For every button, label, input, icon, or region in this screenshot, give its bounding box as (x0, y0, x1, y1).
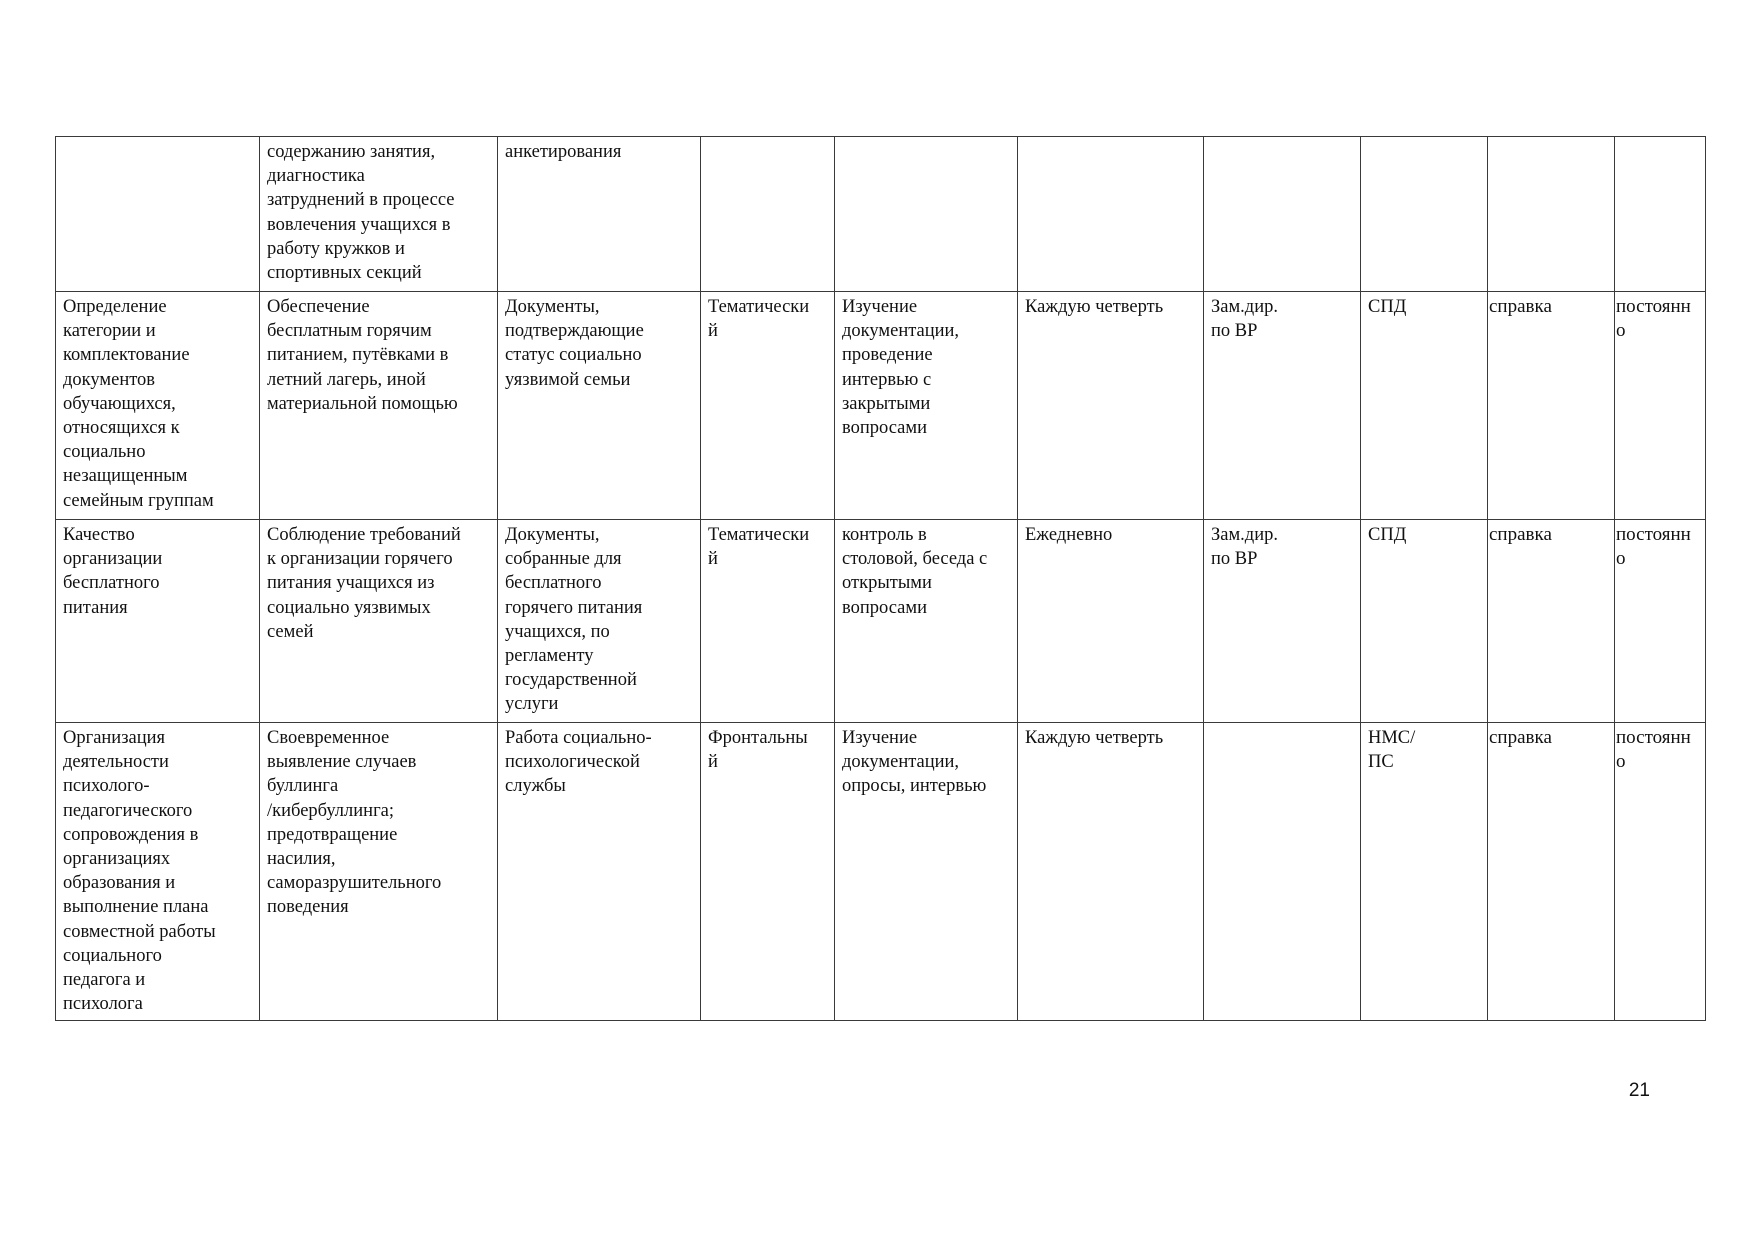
table-cell-frequency: постоянн о (1615, 723, 1706, 1021)
table-cell-frequency: постоянн о (1615, 520, 1706, 723)
table-row (56, 723, 1706, 1021)
page-number: 21 (1628, 1080, 1650, 1101)
table-cell-type (701, 137, 835, 292)
table-cell-goal: Обеспечение бесплатным горячим питанием, путёвками в летний лагерь, иной материальной помощью (260, 292, 498, 520)
table-cell-object: анкетирования (498, 137, 701, 292)
table-cell-review-place (1361, 137, 1488, 292)
table-cell-frequency (1615, 137, 1706, 292)
table-row (56, 137, 1706, 292)
table-cell-object: Документы, подтверждающие статус социально уязвимой семьи (498, 292, 701, 520)
table-cell-review-place: СПД (1361, 292, 1488, 520)
table-cell-period: Каждую четверть (1018, 292, 1204, 520)
table-cell-review-place: НМС/ ПС (1361, 723, 1488, 1021)
table-row (56, 520, 1706, 723)
table-cell-object: Работа социально- психологической службы (498, 723, 701, 1021)
table-cell-object: Документы, собранные для бесплатного горячего питания учащихся, по регламенту государственной услуги (498, 520, 701, 723)
table-cell-goal: Своевременное выявление случаев буллинга /кибербуллинга; предотвращение насилия, саморазрушительного поведения (260, 723, 498, 1021)
table-cell-frequency: постоянн о (1615, 292, 1706, 520)
table-cell-method: Изучение документации, проведение интервью с закрытыми вопросами (835, 292, 1018, 520)
table-cell-result-form: справка (1488, 723, 1615, 1021)
table-cell-subject: Качество организации бесплатного питания (56, 520, 260, 723)
table-cell-period (1018, 137, 1204, 292)
control-plan-table (55, 136, 1706, 1021)
table-cell-goal: содержанию занятия, диагностика затруднений в процессе вовлечения учащихся в работу кружков и спортивных секций (260, 137, 498, 292)
table-cell-goal: Соблюдение требований к организации горячего питания учащихся из социально уязвимых семей (260, 520, 498, 723)
table-cell-method: Изучение документации, опросы, интервью (835, 723, 1018, 1021)
table-cell-subject: Определение категории и комплектование документов обучающихся, относящихся к социально незащищенным семейным группам (56, 292, 260, 520)
table-cell-subject (56, 137, 260, 292)
table-row (56, 292, 1706, 520)
table-cell-result-form: справка (1488, 292, 1615, 520)
table-cell-type: Тематически й (701, 520, 835, 723)
table-cell-responsible (1204, 723, 1361, 1021)
table-cell-responsible (1204, 137, 1361, 292)
table-cell-result-form: справка (1488, 520, 1615, 723)
table-cell-result-form (1488, 137, 1615, 292)
table-cell-period: Ежедневно (1018, 520, 1204, 723)
table-cell-responsible: Зам.дир. по ВР (1204, 292, 1361, 520)
table-cell-method: контроль в столовой, беседа с открытыми вопросами (835, 520, 1018, 723)
table-body (56, 137, 1706, 1021)
table-cell-responsible: Зам.дир. по ВР (1204, 520, 1361, 723)
table-cell-subject: Организация деятельности психолого- педагогического сопровождения в организациях образования и выполнение плана совместной работы социального педагога и психолога (56, 723, 260, 1021)
table-cell-type: Фронтальны й (701, 723, 835, 1021)
table-cell-period: Каждую четверть (1018, 723, 1204, 1021)
table-cell-review-place: СПД (1361, 520, 1488, 723)
table-cell-method (835, 137, 1018, 292)
table-cell-type: Тематически й (701, 292, 835, 520)
